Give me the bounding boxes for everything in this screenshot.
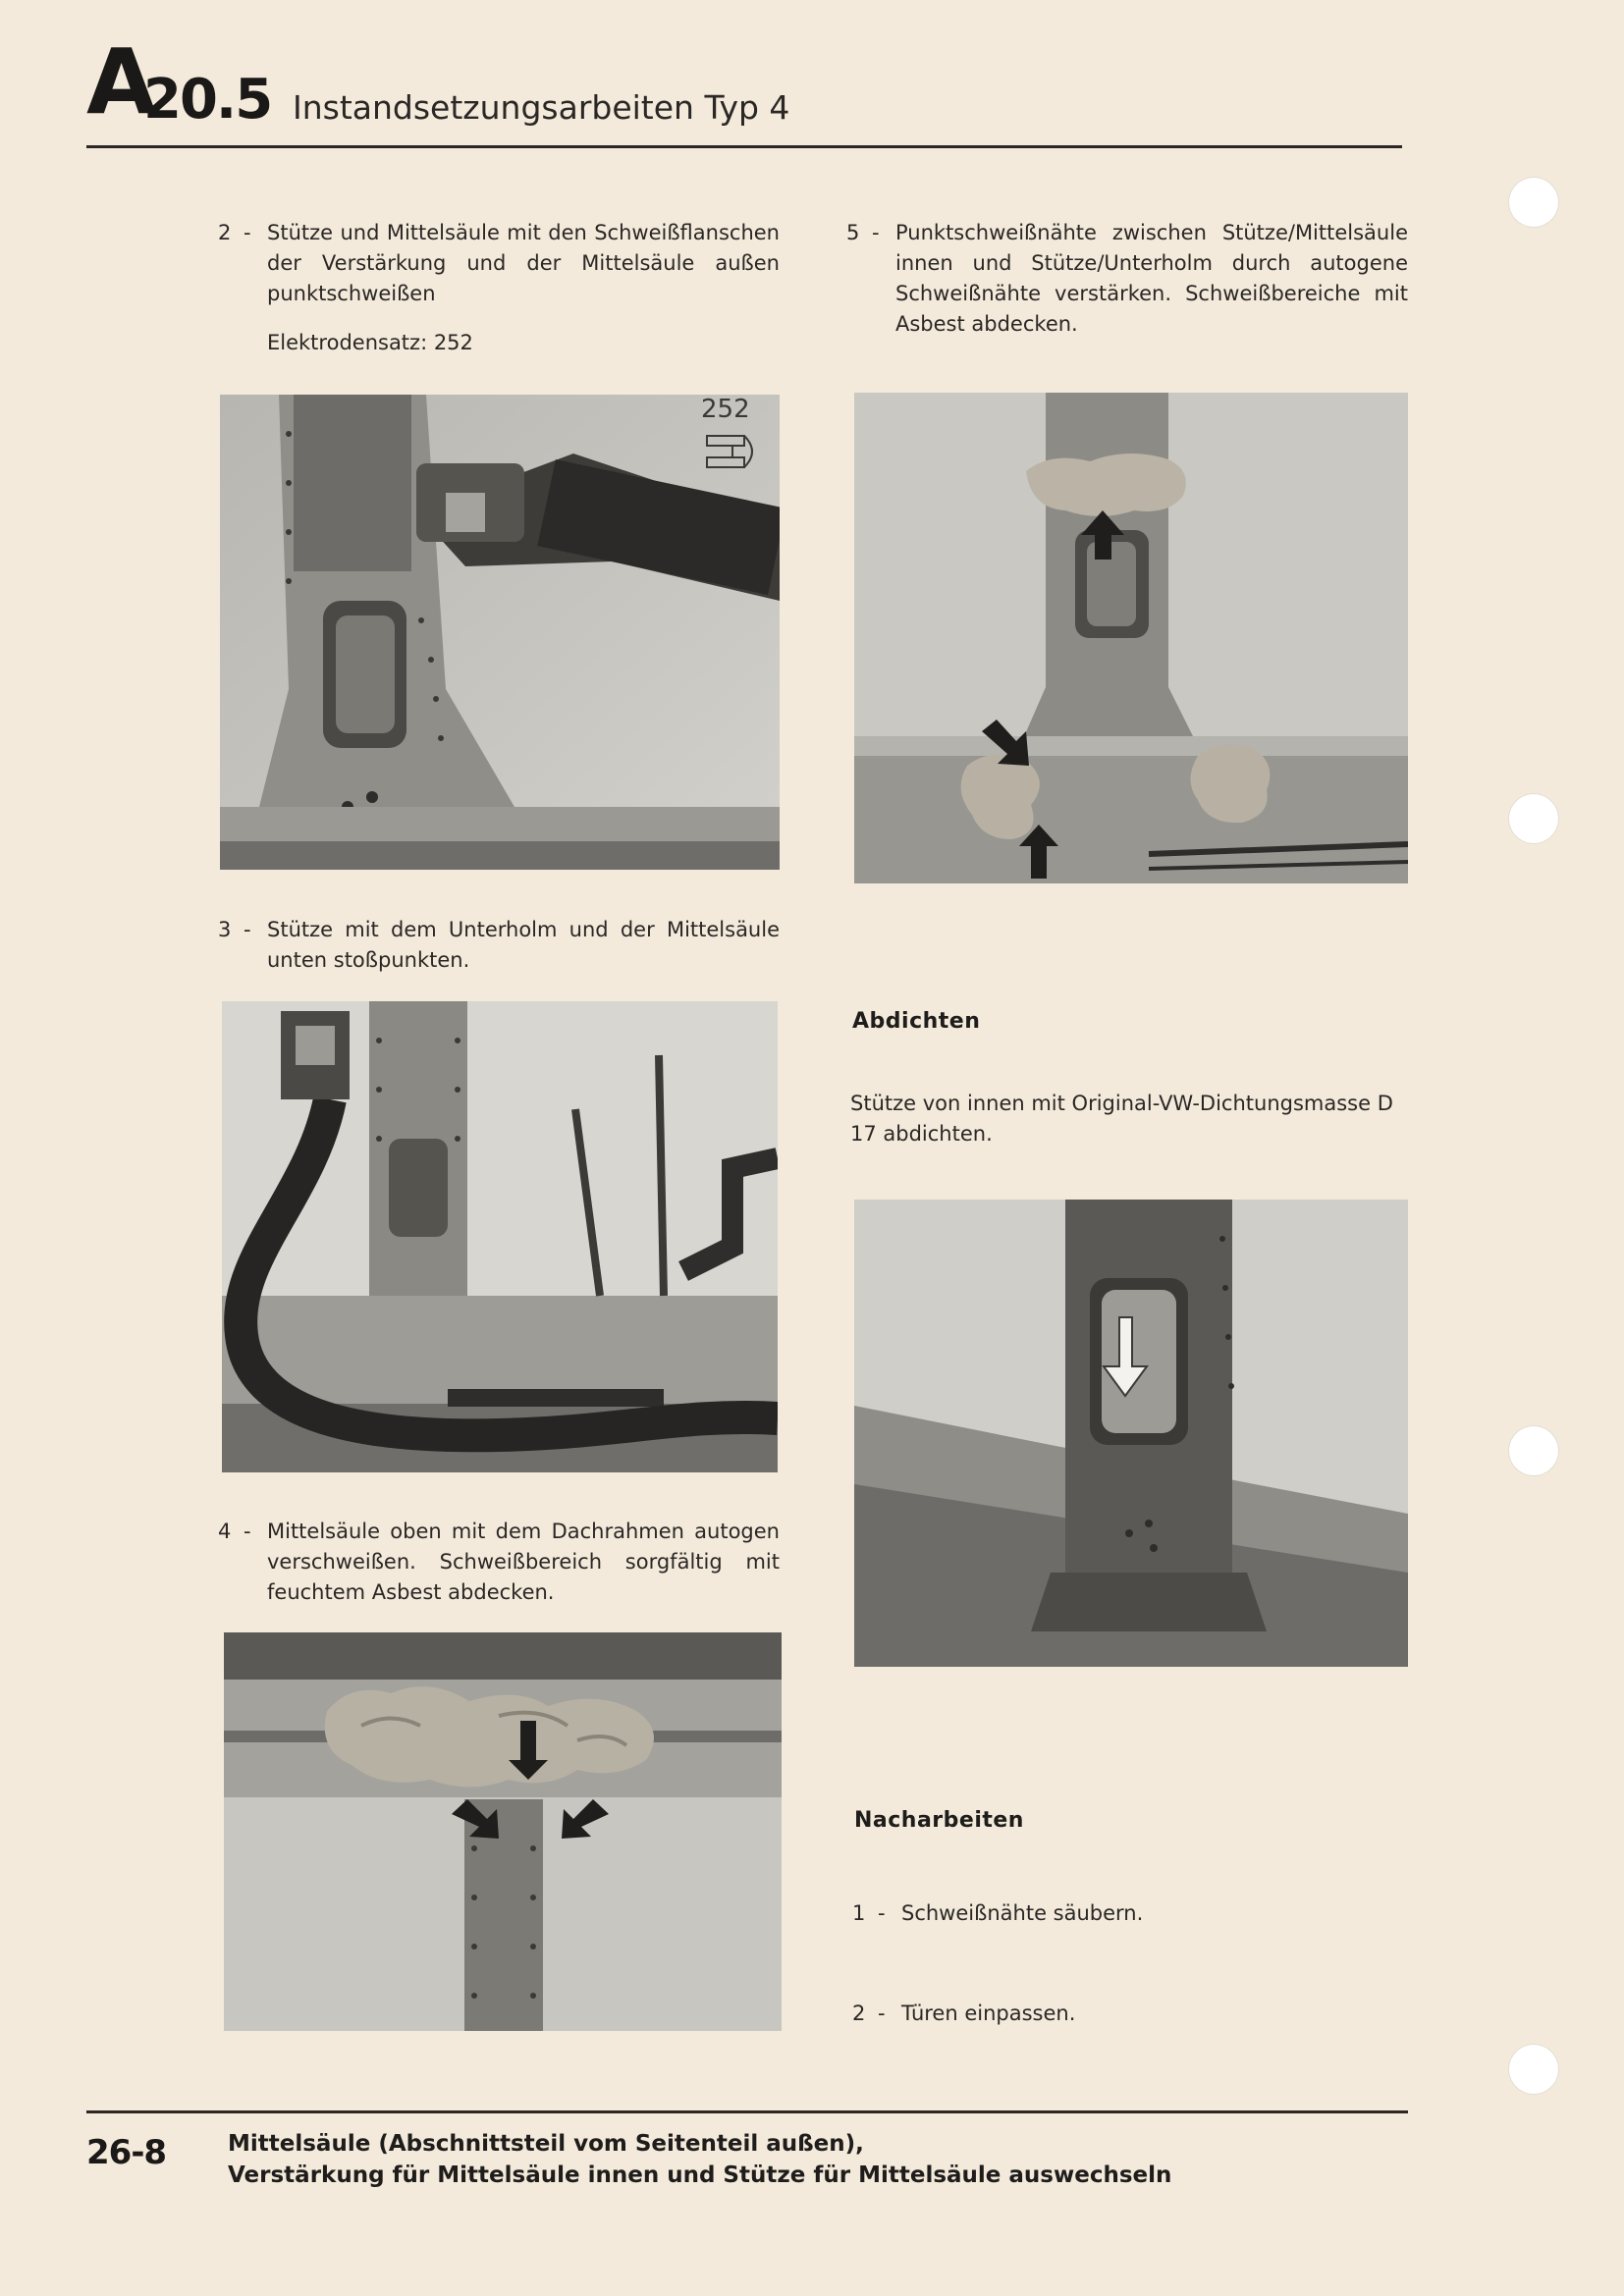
electrode-diagram-icon — [703, 428, 764, 479]
step-5 — [846, 218, 1408, 340]
step-dash: - — [244, 918, 251, 941]
step-dash: - — [872, 221, 880, 244]
electrode-set-label: Elektrodensatz: 252 — [267, 331, 473, 354]
page-title: Instandsetzungsarbeiten Typ 4 — [293, 88, 790, 127]
chapter-letter: A — [86, 29, 151, 134]
step-2 — [218, 218, 780, 309]
step-dash: - — [878, 2002, 886, 2025]
step-number: 3 — [218, 918, 232, 941]
step-number: 5 — [846, 221, 860, 244]
footer-caption-line-2: Verstärkung für Mittelsäule innen und Stütze für Mittelsäule auswechseln — [228, 2163, 1172, 2188]
step-3 — [218, 915, 780, 976]
step-number: 2 — [218, 221, 232, 244]
photo-reinforce-welds — [854, 393, 1408, 883]
footer-caption — [228, 2128, 1171, 2191]
step-dash: - — [244, 1520, 251, 1543]
nacharbeiten-step-2 — [852, 1999, 1265, 2029]
step-text: Stütze und Mittelsäule mit den Schweißflanschen der Verstärkung und der Mittelsäule außen punktschweißen — [267, 221, 780, 305]
chapter-number: 20.5 — [143, 68, 272, 132]
binder-hole — [1508, 177, 1559, 228]
step-text: Stütze mit dem Unterholm und der Mittelsäule unten stoßpunkten. — [267, 918, 780, 972]
step-number: 4 — [218, 1520, 232, 1543]
binder-hole — [1508, 793, 1559, 844]
footer-rule — [86, 2110, 1408, 2113]
step-text: Türen einpassen. — [901, 2002, 1076, 2025]
step-number: 2 — [852, 2002, 866, 2025]
header-rule — [86, 145, 1402, 148]
footer-caption-line-1: Mittelsäule (Abschnittsteil vom Seitenteil außen), — [228, 2131, 864, 2157]
step-text: Mittelsäule oben mit dem Dachrahmen autogen verschweißen. Schweißbereich sorgfältig mit feuchtem Asbest abdecken. — [267, 1520, 780, 1604]
step-dash: - — [878, 1901, 886, 1925]
photo-spot-welding — [220, 395, 780, 870]
binder-hole — [1508, 1425, 1559, 1476]
step-4 — [218, 1517, 780, 1608]
step-text: Schweißnähte säubern. — [901, 1901, 1144, 1925]
step-text: Punktschweißnähte zwischen Stütze/Mittelsäule innen und Stütze/Unterholm durch autogene Schweißnähte verstärken. Schweißbereiche mit Asbest abdecken. — [895, 221, 1408, 336]
nacharbeiten-step-1 — [852, 1898, 1265, 1929]
step-number: 1 — [852, 1901, 866, 1925]
section-heading-abdichten: Abdichten — [852, 1009, 981, 1034]
abdichten-text: Stütze von innen mit Original-VW-Dichtungsmasse D 17 abdichten. — [850, 1092, 1393, 1146]
electrode-number-label: 252 — [701, 395, 750, 424]
photo-tack-welding — [222, 1001, 778, 1472]
page-number: 26-8 — [86, 2133, 167, 2172]
binder-hole — [1508, 2044, 1559, 2095]
step-dash: - — [244, 221, 251, 244]
photo-roof-frame-weld — [224, 1632, 782, 2031]
photo-sealing — [854, 1200, 1408, 1667]
section-heading-nacharbeiten: Nacharbeiten — [854, 1808, 1024, 1833]
